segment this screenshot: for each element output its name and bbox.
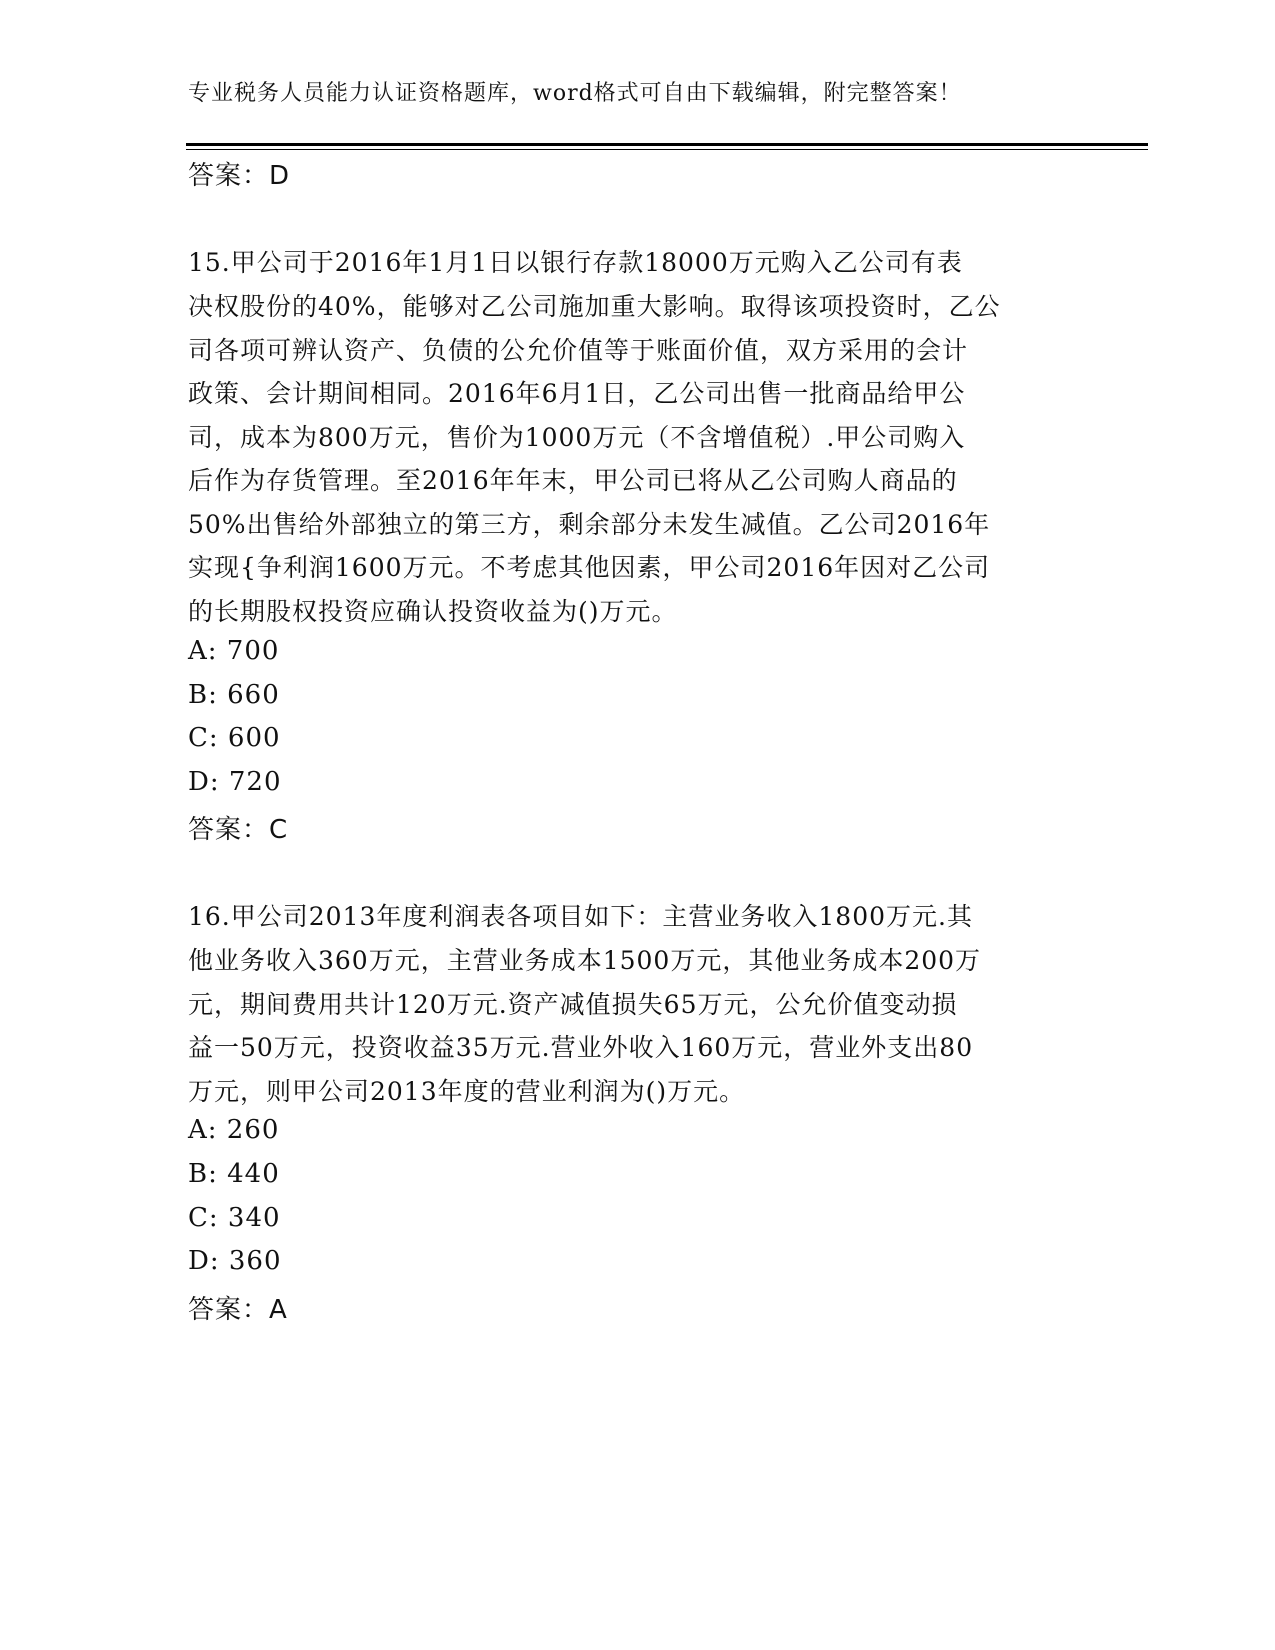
- q15-line-8: 实现{争利润1600万元。不考虑其他因素，甲公司2016年因对乙公司: [188, 553, 991, 582]
- q15-line-1: 15.甲公司于2016年1月1日以银行存款18000万元购入乙公司有表: [188, 248, 963, 277]
- q15-answer: 答案：C: [188, 815, 289, 845]
- header-rule-thin: [186, 149, 1148, 150]
- q16-option-c: C: 340: [188, 1203, 281, 1233]
- q16-line-4: 益一50万元，投资收益35万元.营业外收入160万元，营业外支出80: [188, 1033, 974, 1062]
- q15-option-d: D: 720: [188, 767, 282, 797]
- q15-line-7: 50%出售给外部独立的第三方，剩余部分未发生减值。乙公司2016年: [188, 510, 991, 539]
- page-header: 专业税务人员能力认证资格题库，word格式可自由下载编辑，附完整答案！: [188, 81, 962, 106]
- header-rule-thick: [186, 143, 1148, 146]
- q16-option-d: D: 360: [188, 1246, 282, 1276]
- q15-line-9: 的长期股权投资应确认投资收益为()万元。: [188, 597, 678, 626]
- q15-line-2: 决权股份的40%，能够对乙公司施加重大影响。取得该项投资时，乙公: [188, 292, 1001, 321]
- previous-answer: 答案：D: [188, 161, 291, 191]
- q16-answer: 答案：A: [188, 1295, 288, 1325]
- q16-line-5: 万元，则甲公司2013年度的营业利润为()万元。: [188, 1077, 746, 1106]
- q15-line-3: 司各项可辨认资产、负债的公允价值等于账面价值，双方采用的会计: [188, 336, 969, 365]
- q16-option-b: B: 440: [188, 1159, 280, 1189]
- q15-line-5: 司，成本为800万元，售价为1000万元（不含增值税）.甲公司购入: [188, 423, 966, 452]
- q15-option-b: B: 660: [188, 680, 280, 710]
- q15-option-a: A: 700: [188, 636, 280, 666]
- q15-line-6: 后作为存货管理。至2016年年末，甲公司已将从乙公司购人商品的: [188, 466, 958, 495]
- q16-line-1: 16.甲公司2013年度利润表各项目如下：主营业务收入1800万元.其: [188, 902, 973, 931]
- q15-option-c: C: 600: [188, 723, 281, 753]
- q15-line-4: 政策、会计期间相同。2016年6月1日，乙公司出售一批商品给甲公: [188, 379, 966, 408]
- q16-line-2: 他业务收入360万元，主营业务成本1500万元，其他业务成本200万: [188, 946, 982, 975]
- q16-option-a: A: 260: [188, 1115, 280, 1145]
- q16-line-3: 元，期间费用共计120万元.资产减值损失65万元，公允价值变动损: [188, 990, 958, 1019]
